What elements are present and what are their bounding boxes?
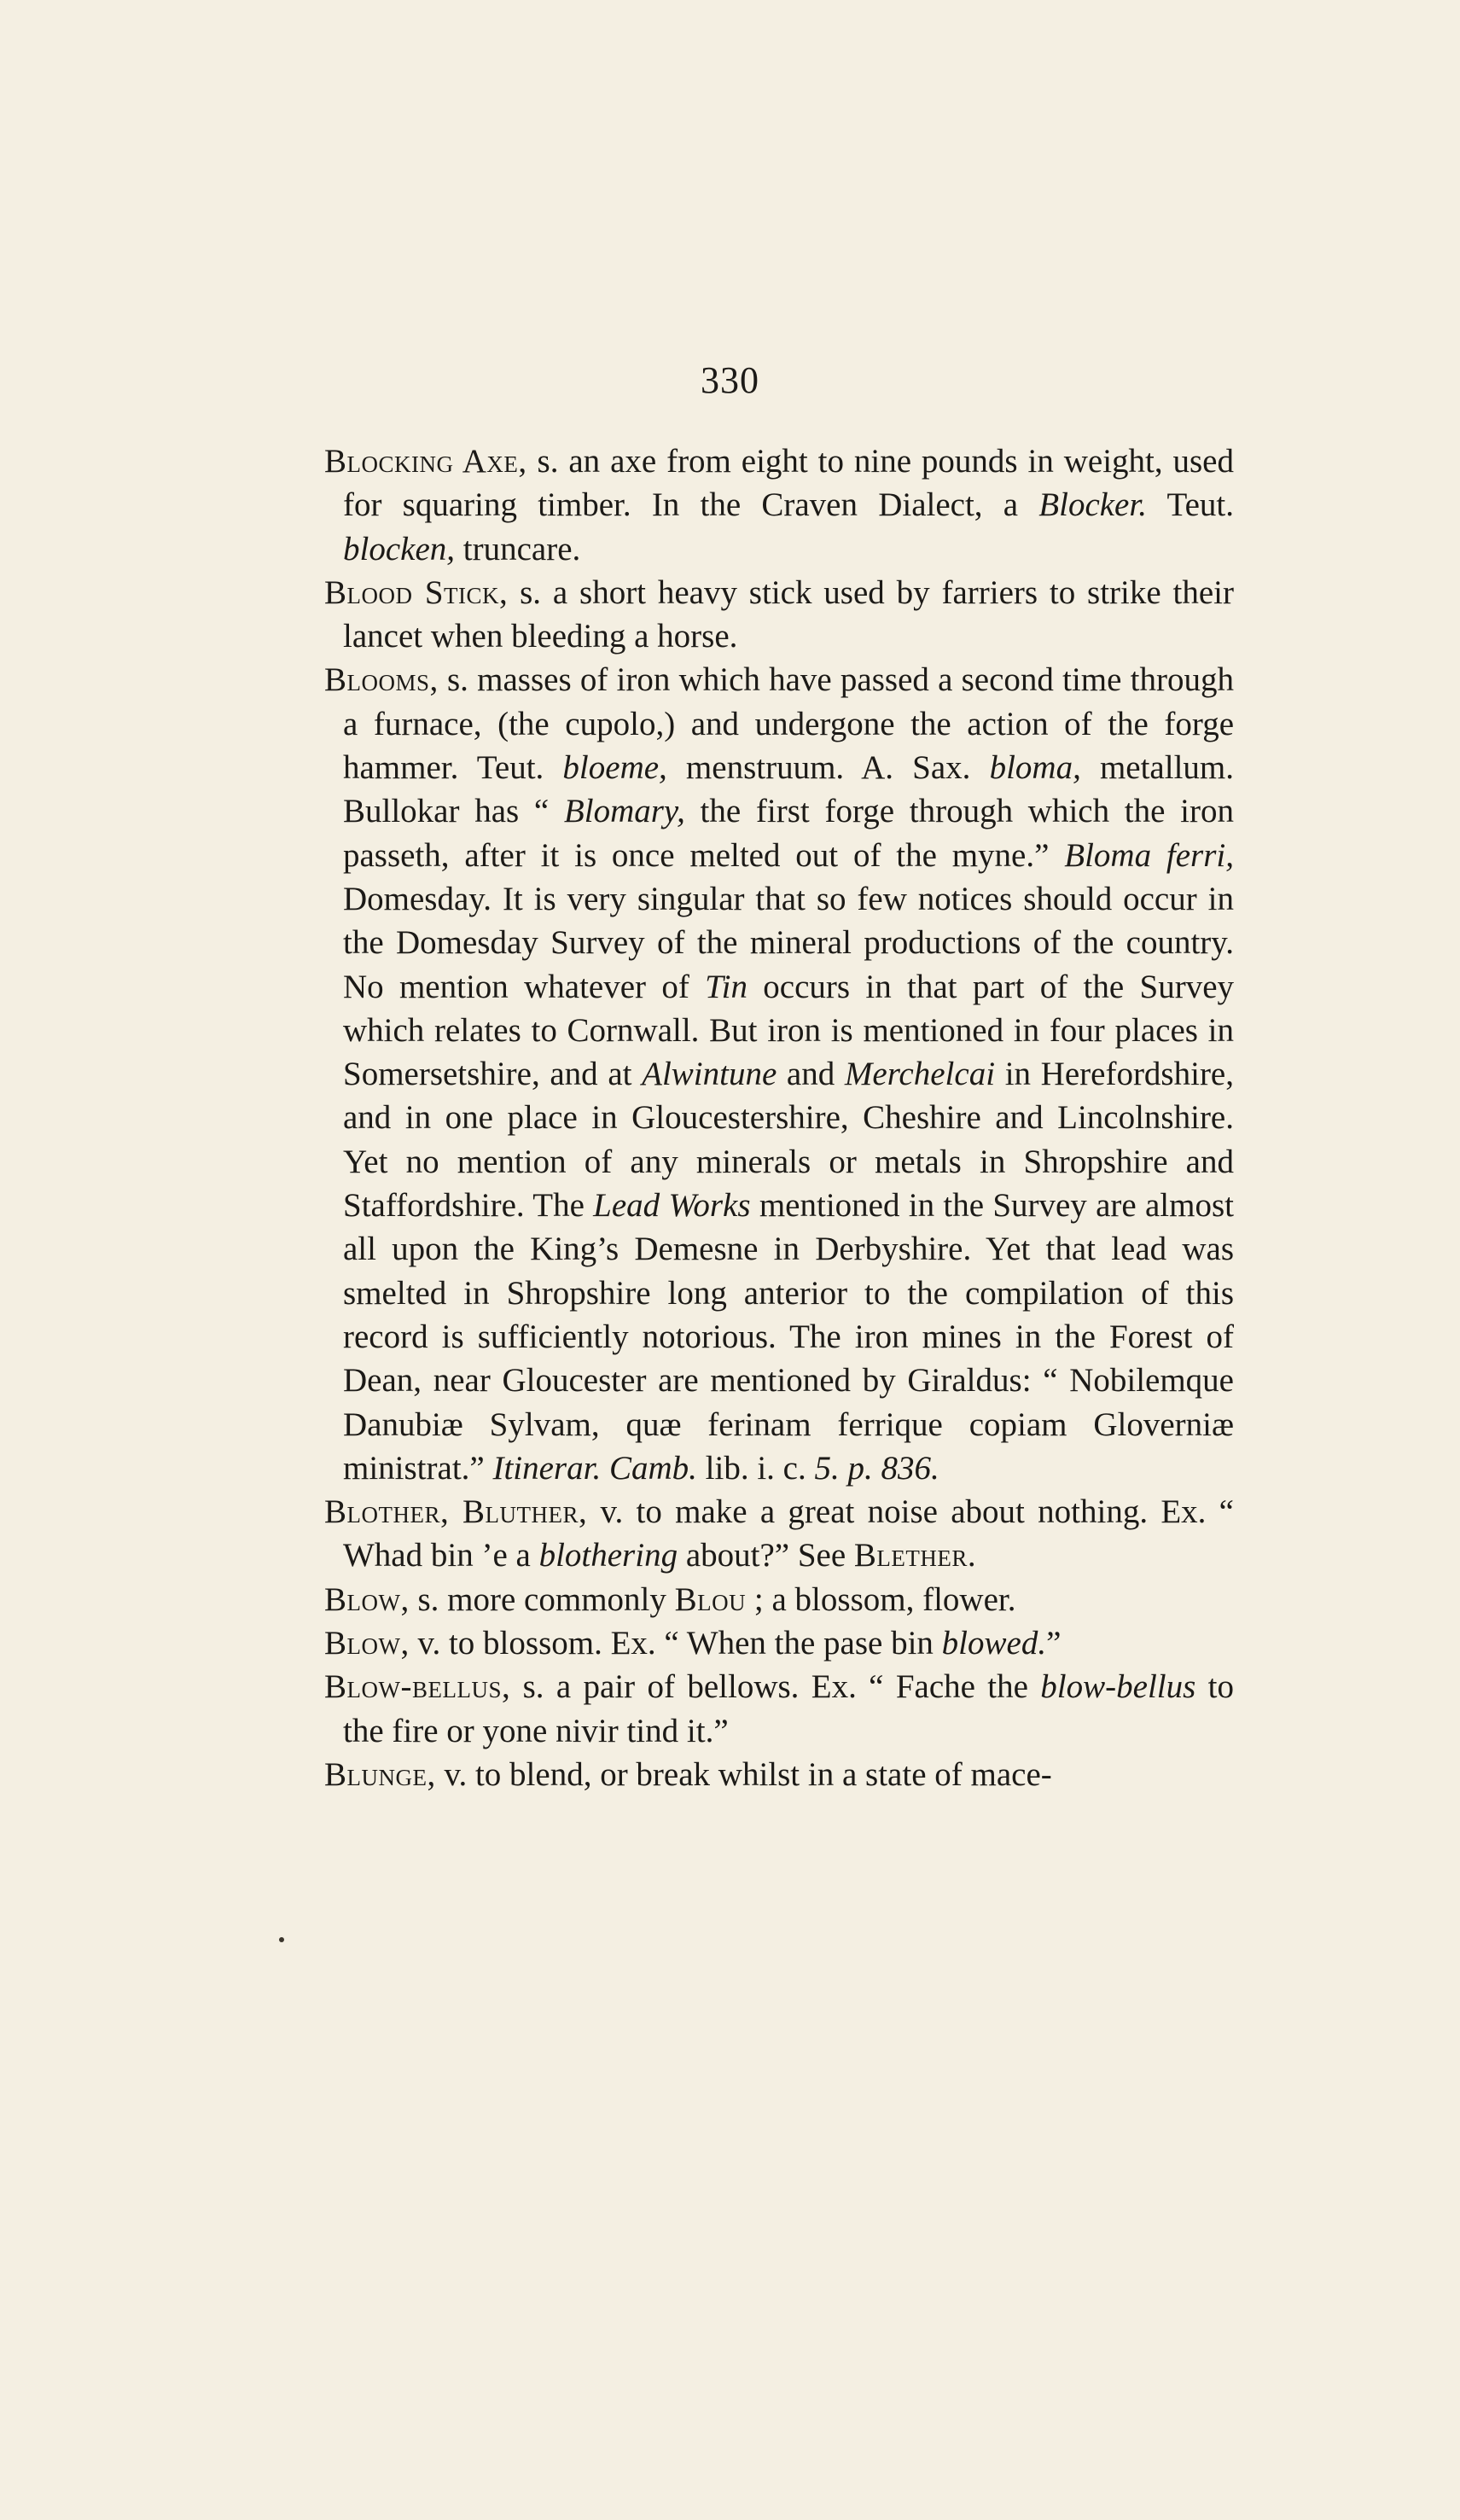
dictionary-entry [324, 1578, 1234, 1621]
italic-text: blowed. [941, 1625, 1047, 1662]
definition-text: v. to make a great noise about nothing. Ex. “ Whad bin ’e a [343, 1493, 1234, 1574]
dictionary-entry [324, 1665, 1234, 1753]
definition-text: v. to blend, or break whilst in a state of mace- [435, 1755, 1052, 1793]
definition-text: s. masses of iron which have passed a second time through a furnace, (the cupolo,) and undergone the action of the forge hammer. Teut. [343, 661, 1234, 787]
dictionary-entry [324, 1753, 1234, 1796]
italic-text: blocken, [343, 530, 456, 567]
definition-text: mentioned in the Survey are almost all upon the King’s Demesne in Derbyshire. Yet that lead was smelted in Shropshire long anterior to the compilation of this record is sufficiently notorious. The iron mines in the Forest of Dean, near Gloucester are mentioned by Giraldus: “ Nobilemque Danubiæ Sylvam, quæ ferinam ferrique copiam Gloverniæ ministrat.” [343, 1187, 1234, 1487]
entry-headword: Blunge, [324, 1755, 436, 1793]
italic-text: Lead Works [593, 1187, 751, 1225]
italic-text: 5. p. 836. [814, 1449, 939, 1487]
dictionary-entries [324, 439, 1234, 1796]
italic-text: Blomary, [563, 793, 685, 830]
definition-text: lib. i. c. [696, 1449, 815, 1487]
dictionary-entry [324, 658, 1235, 1490]
definition-text: truncare. [455, 530, 581, 567]
definition-text: metallum. Bullokar has “ [343, 749, 1234, 830]
italic-text: Itinerar. Camb. [492, 1449, 697, 1487]
italic-text: Blocker. [1038, 486, 1147, 524]
definition-text: occurs in that part of the Survey which relates to Cornwall. But iron is mentioned in four places in Somersetshire, and at [343, 968, 1235, 1093]
definition-text: s. an axe from eight to nine pounds in weight, used for squaring timber. In the Craven Dialect, a [343, 443, 1234, 524]
definition-text: v. to blossom. Ex. “ When the pase bin [409, 1625, 942, 1662]
italic-text: blothering [538, 1537, 678, 1574]
cross-reference: Blou [674, 1580, 747, 1618]
dictionary-entry [324, 439, 1234, 571]
definition-text: menstruum. A. Sax. [666, 749, 990, 787]
definition-text: about?” See [678, 1537, 854, 1574]
italic-text: bloeme, [562, 749, 667, 787]
definition-text: to the fire or yone nivir tind it.” [343, 1668, 1234, 1749]
italic-text: Alwintune [642, 1056, 777, 1093]
definition-text: the first forge through which the iron passeth, after it is once melted out of the myne.” [343, 793, 1234, 874]
cross-reference: Blether. [853, 1537, 977, 1574]
entry-headword: Blow, [324, 1625, 410, 1662]
definition-text: in Herefordshire, and in one place in Gloucestershire, Cheshire and Lincolnshire. Yet no mention of any minerals or metals in Shropshire and Staffordshire. The [343, 1056, 1234, 1225]
entry-headword: Blow-bellus, [324, 1668, 511, 1706]
italic-text: Bloma ferri, [1064, 836, 1234, 874]
entry-headword: Blother, Bluther, [324, 1493, 588, 1531]
italic-text: bloma, [989, 749, 1081, 787]
definition-text: Domesday. It is very singular that so few notices should occur in the Domesday Survey of the mineral productions of the country. No mention whatever of [343, 880, 1234, 1005]
italic-text: Merchelcai [844, 1056, 996, 1093]
italic-text: blow-bellus [1040, 1668, 1196, 1706]
definition-text: ” [1046, 1625, 1062, 1662]
definition-text: Teut. [1146, 486, 1234, 524]
definition-text: s. a pair of bellows. Ex. “ Fache the [510, 1668, 1041, 1706]
definition-text: and [777, 1056, 845, 1093]
definition-text: ; a blossom, flower. [746, 1580, 1016, 1618]
entry-headword: Blow, [324, 1580, 410, 1618]
entry-headword: Blooms, [324, 661, 439, 699]
definition-text: s. more commonly [409, 1580, 675, 1618]
dictionary-entry [324, 571, 1234, 659]
dictionary-entry [324, 1490, 1234, 1578]
definition-text: s. a short heavy stick used by farriers to strike their lancet when bleeding a horse. [343, 573, 1234, 655]
entry-headword: Blocking Axe, [324, 443, 527, 480]
dictionary-entry [324, 1621, 1234, 1665]
margin-mark [279, 1937, 284, 1942]
entry-headword: Blood Stick, [324, 573, 509, 611]
italic-text: Tin [705, 968, 747, 1005]
page-number: 330 [701, 359, 759, 401]
